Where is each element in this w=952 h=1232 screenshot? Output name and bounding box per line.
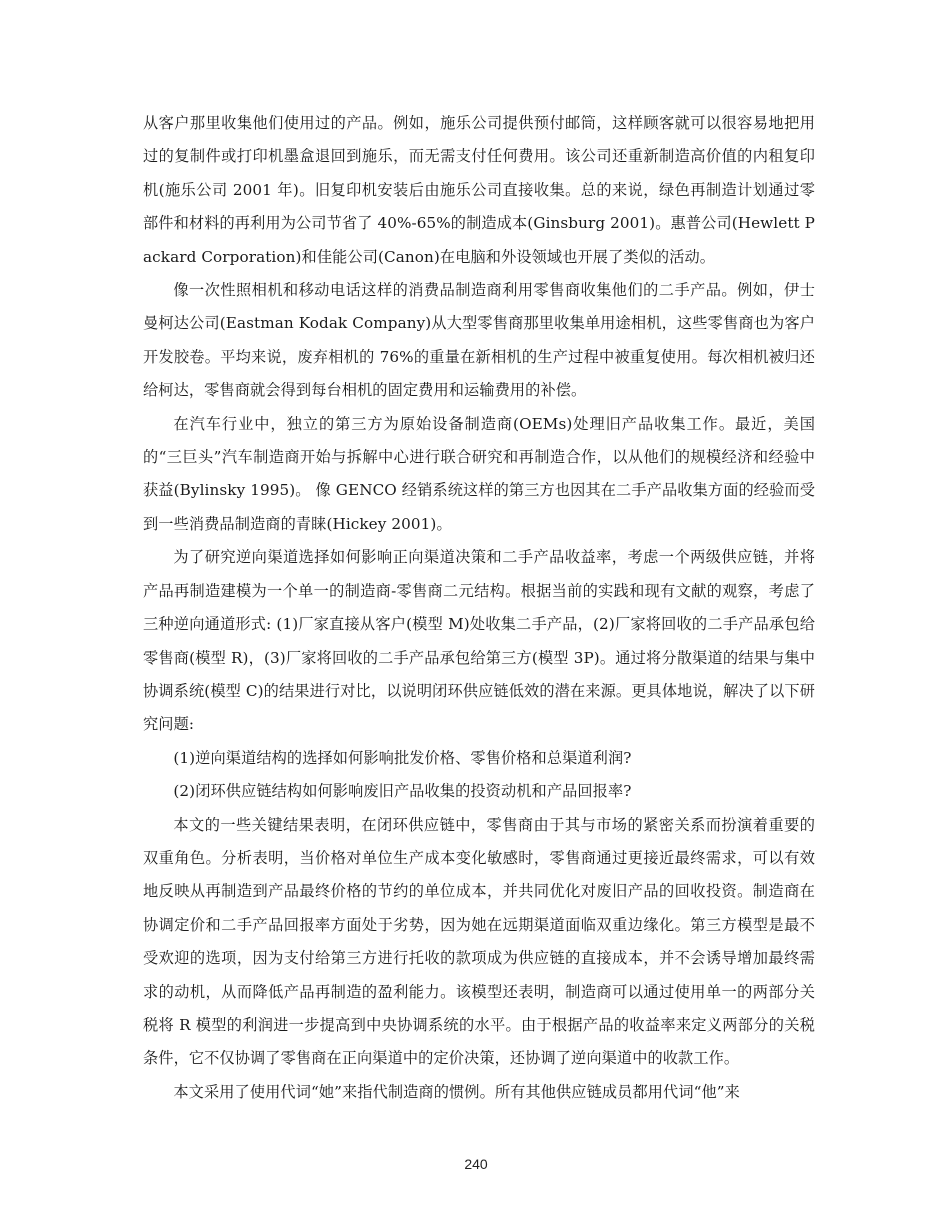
research-question-2: (2)闭环供应链结构如何影响废旧产品收集的投资动机和产品回报率? (173, 782, 632, 801)
paragraph-6: 本文采用了使用代词“她”来指代制造商的惯例。所有其他供应链成员都用代词“他”来 (173, 1082, 740, 1101)
paragraph-2: 像一次性照相机和移动电话这样的消费品制造商利用零售商收集他们的二手产品。例如，伊士曼柯达公司(Eastman Kodak Company)从大型零售商那里收集单用途相机，这些零售商也为客户开发胶卷。平均来说，废弃相机的 76%的重量在新相机的生产过程中被重复使用。每次相机被归还给柯达，零售商就会得到每台相机的固定费用和运输费用的补偿。 (143, 281, 815, 400)
body-text (143, 107, 815, 1109)
page-number: 240 (464, 1156, 488, 1172)
paragraph-5: 本文的一些关键结果表明，在闭环供应链中，零售商由于其与市场的紧密关系而扮演着重要的双重角色。分析表明，当价格对单位生产成本变化敏感时，零售商通过更接近最终需求，可以有效地反映从再制造到产品最终价格的节约的单位成本，并共同优化对废旧产品的回收投资。制造商在协调定价和二手产品回报率方面处于劣势，因为她在远期渠道面临双重边缘化。第三方模型是最不受欢迎的选项，因为支付给第三方进行托收的款项成为供应链的直接成本，并不会诱导增加最终需求的动机，从而降低产品再制造的盈利能力。该模型还表明，制造商可以通过使用单一的两部分关税将 R 模型的利润进一步提高到中央协调系统的水平。由于根据产品的收益率来定义两部分的关税条件，它不仅协调了零售商在正向渠道中的定价决策，还协调了逆向渠道中的收款工作。 (143, 815, 815, 1068)
paragraph-1: 从客户那里收集他们使用过的产品。例如，施乐公司提供预付邮筒，这样顾客就可以很容易地把用过的复制件或打印机墨盒退回到施乐，而无需支付任何费用。该公司还重新制造高价值的内租复印机(施乐公司 2001 年)。旧复印机安装后由施乐公司直接收集。总的来说，绿色再制造计划通过零部件和材料的再利用为公司节省了 40%-65%的制造成本(Ginsburg 2001)。惠普公司(Hewlett Packard Corporation)和佳能公司(Canon)在电脑和外设领域也开展了类似的活动。 (143, 114, 815, 266)
paragraph-4: 为了研究逆向渠道选择如何影响正向渠道决策和二手产品收益率，考虑一个两级供应链，并将产品再制造建模为一个单一的制造商-零售商二元结构。根据当前的实践和现有文献的观察，考虑了三种逆向通道形式: (1)厂家直接从客户(模型 M)处收集二手产品，(2)厂家将回收的二手产品承包给零售商(模型 R)，(3)厂家将回收的二手产品承包给第三方(模型 3P)。通过将分散渠道的结果与集中协调系统(模型 C)的结果进行对比，以说明闭环供应链低效的潜在来源。更具体地说，解决了以下研究问题: (143, 548, 815, 734)
paragraph-3: 在汽车行业中，独立的第三方为原始设备制造商(OEMs)处理旧产品收集工作。最近，美国的“三巨头”汽车制造商开始与拆解中心进行联合研究和再制造合作，以从他们的规模经济和经验中获益(Bylinsky 1995)。 像 GENCO 经销系统这样的第三方也因其在二手产品收集方面的经验而受到一些消费品制造商的青睐(Hickey 2001)。 (143, 414, 815, 533)
research-question-1: (1)逆向渠道结构的选择如何影响批发价格、零售价格和总渠道利润? (173, 748, 632, 767)
